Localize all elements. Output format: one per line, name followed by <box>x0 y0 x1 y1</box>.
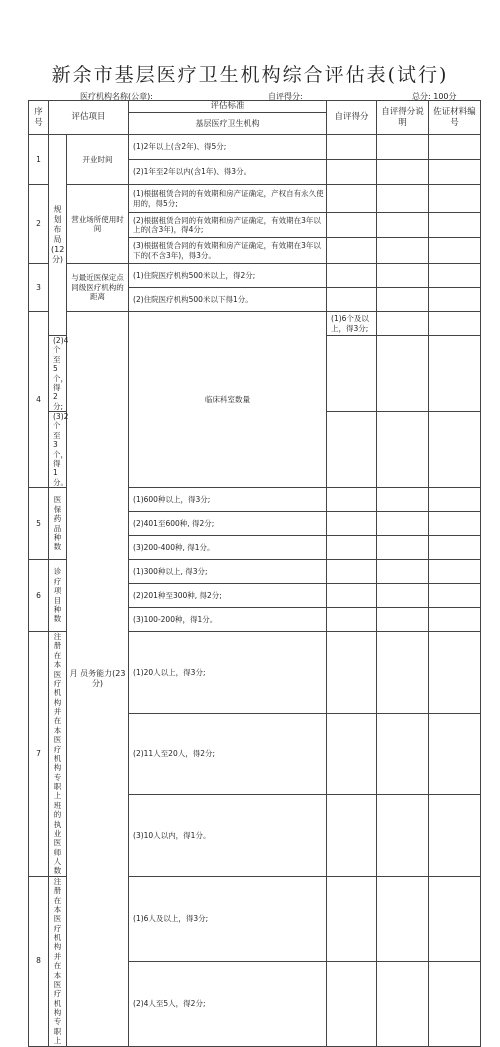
desc-cell[interactable] <box>377 160 429 185</box>
standard-line: (1)根据租赁合同的有效期和房产证确定，产权自有永久使用的，得5分; <box>129 185 327 213</box>
desc-cell[interactable] <box>377 632 429 714</box>
standard-line: (1)2年以上(含2年)、得5分; <box>129 135 327 160</box>
standard-line: (3)10人以内，得1分。 <box>129 795 327 877</box>
evidence-cell[interactable] <box>429 488 481 512</box>
desc-cell[interactable] <box>377 713 429 795</box>
org-name-label: 医疗机构名称(公章): <box>80 92 153 101</box>
self-score-cell[interactable] <box>327 876 377 961</box>
standard-line: (2)4人至5人，得2分; <box>129 961 327 1046</box>
evidence-cell[interactable] <box>429 238 481 264</box>
standard-line: (3)200-400种, 得1分。 <box>129 536 327 560</box>
self-score-cell[interactable] <box>327 795 377 877</box>
row-item: 注册在本医疗机构并在本医疗机构专职上班的执业医师人数 <box>49 632 67 877</box>
header-evidence: 佐证材料编号 <box>429 101 481 135</box>
standard-line: (1)6个及以上，得3分; <box>327 312 377 336</box>
standard-line: (2)住院医疗机构500米以下得1分。 <box>129 288 327 312</box>
self-score-cell[interactable] <box>327 608 377 632</box>
evidence-cell[interactable] <box>429 795 481 877</box>
standard-line: (1)住院医疗机构500米以上，得2分; <box>129 264 327 288</box>
group-label: 规划布局(12分) <box>49 135 67 336</box>
evaluation-table <box>28 100 481 1047</box>
row-seq: 3 <box>29 264 49 312</box>
standard-line: (3)根据租赁合同的有效期和房产证确定，有效期在3年以下的(不含3年)，得3分。 <box>129 238 327 264</box>
self-score-cell[interactable] <box>327 584 377 608</box>
evidence-cell[interactable] <box>429 213 481 238</box>
self-score-cell[interactable] <box>327 288 377 312</box>
standard-line: (1)6人及以上，得3分; <box>129 876 327 961</box>
header-self-score-desc: 自评得分说明 <box>377 101 429 135</box>
row-seq: 8 <box>29 876 49 1046</box>
total-score-label: 总分: 100分 <box>412 92 457 101</box>
evidence-cell[interactable] <box>429 288 481 312</box>
self-score-cell[interactable] <box>327 412 377 488</box>
self-score-cell[interactable] <box>327 632 377 714</box>
desc-cell[interactable] <box>377 584 429 608</box>
group-label: 月 员务能力(23分) <box>67 312 129 1047</box>
row-seq: 6 <box>29 560 49 632</box>
self-score-cell[interactable] <box>327 238 377 264</box>
header-standard-sub: 基层医疗卫生机构 <box>129 113 327 135</box>
desc-cell[interactable] <box>377 185 429 213</box>
desc-cell[interactable] <box>377 961 429 1046</box>
header-seq: 序号 <box>29 101 49 135</box>
evidence-cell[interactable] <box>429 608 481 632</box>
evidence-cell[interactable] <box>429 584 481 608</box>
self-score-cell[interactable] <box>327 135 377 160</box>
evidence-cell[interactable] <box>429 713 481 795</box>
evidence-cell[interactable] <box>429 632 481 714</box>
self-score-cell[interactable] <box>327 336 377 412</box>
row-item: 注册在本医疗机构并在本医疗机构专职上 <box>49 876 67 1046</box>
desc-cell[interactable] <box>377 488 429 512</box>
row-seq: 2 <box>29 185 49 264</box>
row-item: 诊疗项目种数 <box>49 560 67 632</box>
desc-cell[interactable] <box>429 312 481 336</box>
row-seq: 4 <box>29 312 49 488</box>
self-score-cell[interactable] <box>327 713 377 795</box>
self-score-cell[interactable] <box>327 213 377 238</box>
desc-cell[interactable] <box>377 608 429 632</box>
self-score-cell[interactable] <box>327 512 377 536</box>
row-seq: 7 <box>29 632 49 877</box>
header-self-score: 自评得分 <box>327 101 377 135</box>
desc-cell[interactable] <box>377 560 429 584</box>
self-score-cell[interactable] <box>327 536 377 560</box>
standard-line: (1)600种以上，得3分; <box>129 488 327 512</box>
self-score-cell[interactable] <box>327 160 377 185</box>
desc-cell[interactable] <box>377 264 429 288</box>
evidence-cell[interactable] <box>429 412 481 488</box>
desc-cell[interactable] <box>377 876 429 961</box>
row-item: 与最近医保定点同级医疗机构的距离 <box>67 264 129 312</box>
desc-cell[interactable] <box>377 412 429 488</box>
desc-cell[interactable] <box>377 795 429 877</box>
desc-cell[interactable] <box>377 536 429 560</box>
evidence-cell[interactable] <box>429 336 481 412</box>
self-score-cell[interactable] <box>327 488 377 512</box>
standard-line: (2)1年至2年以内(含1年)、得3分。 <box>129 160 327 185</box>
evidence-cell[interactable] <box>429 961 481 1046</box>
desc-cell[interactable] <box>377 135 429 160</box>
evidence-cell[interactable] <box>429 512 481 536</box>
row-seq: 5 <box>29 488 49 560</box>
desc-cell[interactable] <box>377 336 429 412</box>
header-item: 评估项目 <box>49 101 129 135</box>
standard-line: (1)20人以上，得3分; <box>129 632 327 714</box>
row-item: 临床科室数量 <box>129 312 327 488</box>
standard-line: (2)401至600种, 得2分; <box>129 512 327 536</box>
self-score-cell[interactable] <box>327 961 377 1046</box>
page-title: 新余市基层医疗卫生机构综合评估表(试行) <box>51 64 449 86</box>
header-standard: 评估标准 <box>129 101 327 113</box>
desc-cell[interactable] <box>377 512 429 536</box>
standard-line: (2)根据租赁合同的有效期和房产证确定，有效期在3年以上的(含3年)，得4分; <box>129 213 327 238</box>
self-score-label: 自评得分: <box>268 92 303 101</box>
desc-cell[interactable] <box>377 213 429 238</box>
row-item: 营业场所使用时间 <box>67 185 129 264</box>
standard-line: (3)2个至3个，得1分。 <box>49 412 67 488</box>
standard-line: (2)11人至20人，得2分; <box>129 713 327 795</box>
evidence-cell[interactable] <box>429 135 481 160</box>
row-item: 开业时间 <box>67 135 129 185</box>
standard-line: (3)100-200种，得1分。 <box>129 608 327 632</box>
row-item: 医保药品种数 <box>49 488 67 560</box>
evidence-cell[interactable] <box>429 264 481 288</box>
evidence-cell[interactable] <box>429 560 481 584</box>
evidence-cell[interactable] <box>429 536 481 560</box>
desc-cell[interactable] <box>377 238 429 264</box>
self-score-cell[interactable] <box>327 560 377 584</box>
desc-cell[interactable] <box>377 288 429 312</box>
row-seq: 1 <box>29 135 49 185</box>
self-score-cell[interactable] <box>327 264 377 288</box>
evidence-cell[interactable] <box>429 185 481 213</box>
self-score-cell[interactable] <box>327 185 377 213</box>
standard-line: (1)300种以上, 得3分; <box>129 560 327 584</box>
evidence-cell[interactable] <box>429 160 481 185</box>
self-score-cell[interactable] <box>377 312 429 336</box>
standard-line: (2)4个至5个，得2分; <box>49 336 67 412</box>
standard-line: (2)201种至300种, 得2分; <box>129 584 327 608</box>
evidence-cell[interactable] <box>429 876 481 961</box>
